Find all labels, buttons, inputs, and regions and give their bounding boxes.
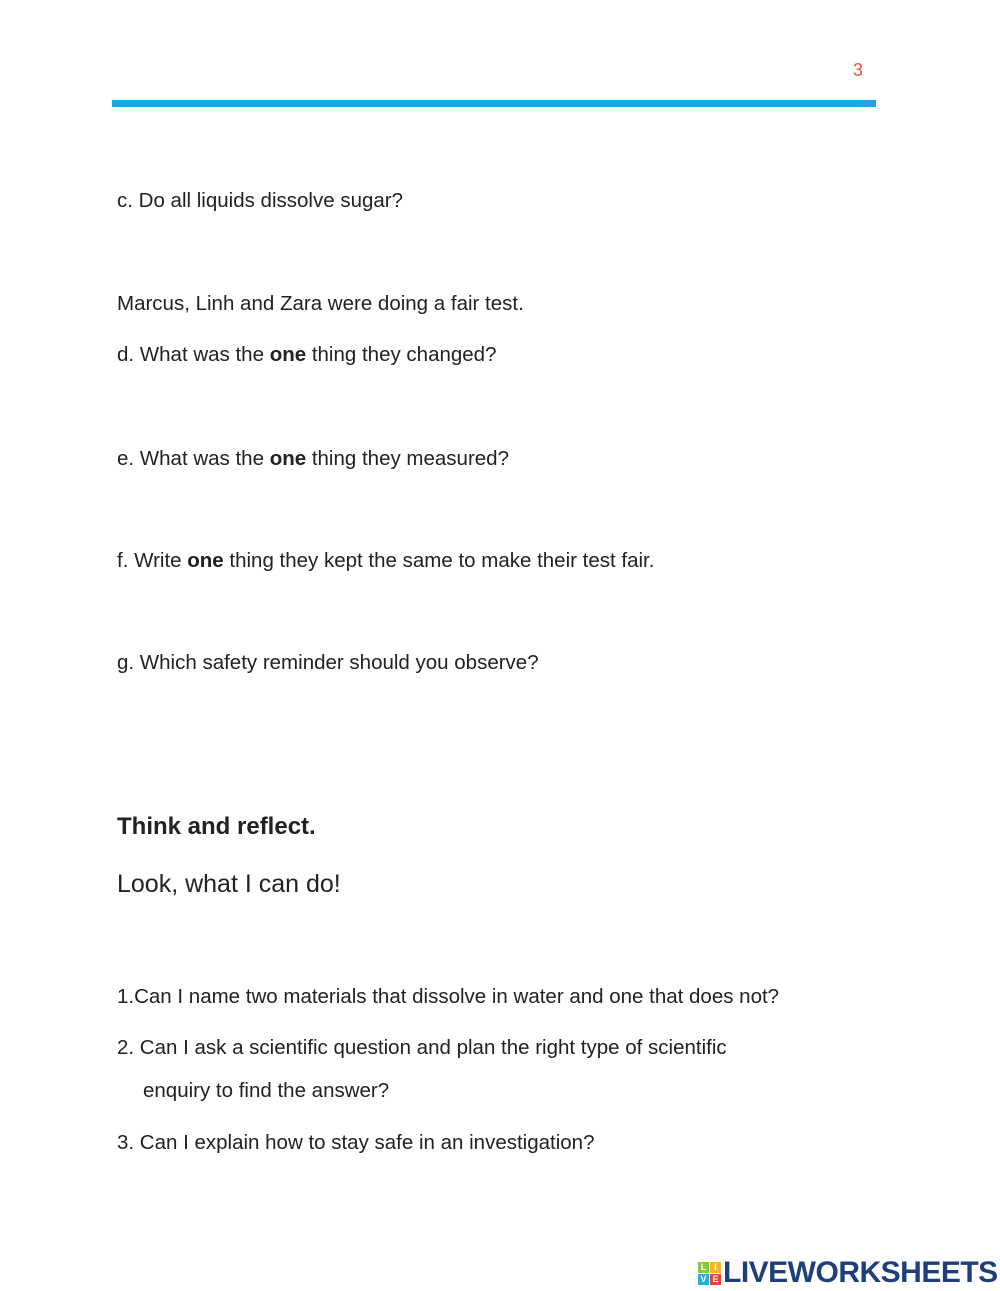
liveworksheets-logo bbox=[698, 1256, 998, 1290]
page-number: 3 bbox=[853, 60, 864, 80]
reflect-heading: Think and reflect. bbox=[117, 813, 316, 840]
text: e. What was the bbox=[117, 447, 270, 470]
question-g: g. Which safety reminder should you observe? bbox=[117, 651, 539, 674]
text: thing they measured? bbox=[306, 447, 509, 470]
question-d bbox=[117, 345, 497, 366]
text: f. Write bbox=[117, 549, 188, 572]
reflect-item-3: 3. Can I explain how to stay safe in an investigation? bbox=[117, 1131, 595, 1154]
logo-tile: I bbox=[710, 1262, 721, 1273]
logo-tile: V bbox=[698, 1274, 709, 1285]
question-e bbox=[117, 449, 509, 470]
emphasis: one bbox=[269, 447, 307, 470]
logo-tile: L bbox=[698, 1262, 709, 1273]
fair-test-intro: Marcus, Linh and Zara were doing a fair test. bbox=[117, 292, 524, 315]
emphasis: one bbox=[269, 343, 307, 366]
text: d. What was the bbox=[117, 343, 270, 366]
logo-tile: E bbox=[710, 1274, 721, 1285]
text: thing they kept the same to make their test fair. bbox=[223, 549, 655, 572]
reflect-item-2-cont: enquiry to find the answer? bbox=[143, 1079, 390, 1102]
emphasis: one bbox=[187, 549, 224, 572]
logo-text: LIVEWORKSHEETS bbox=[723, 1256, 998, 1289]
question-c: c. Do all liquids dissolve sugar? bbox=[117, 189, 403, 212]
reflect-subheading: Look, what I can do! bbox=[117, 870, 341, 898]
reflect-item-1: 1.Can I name two materials that dissolve in water and one that does not? bbox=[117, 985, 780, 1008]
reflect-item-2: 2. Can I ask a scientific question and plan the right type of scientific bbox=[117, 1036, 727, 1059]
header-divider bbox=[112, 100, 876, 107]
logo-tiles-icon bbox=[698, 1262, 721, 1285]
question-f bbox=[117, 551, 654, 572]
text: thing they changed? bbox=[306, 343, 497, 366]
